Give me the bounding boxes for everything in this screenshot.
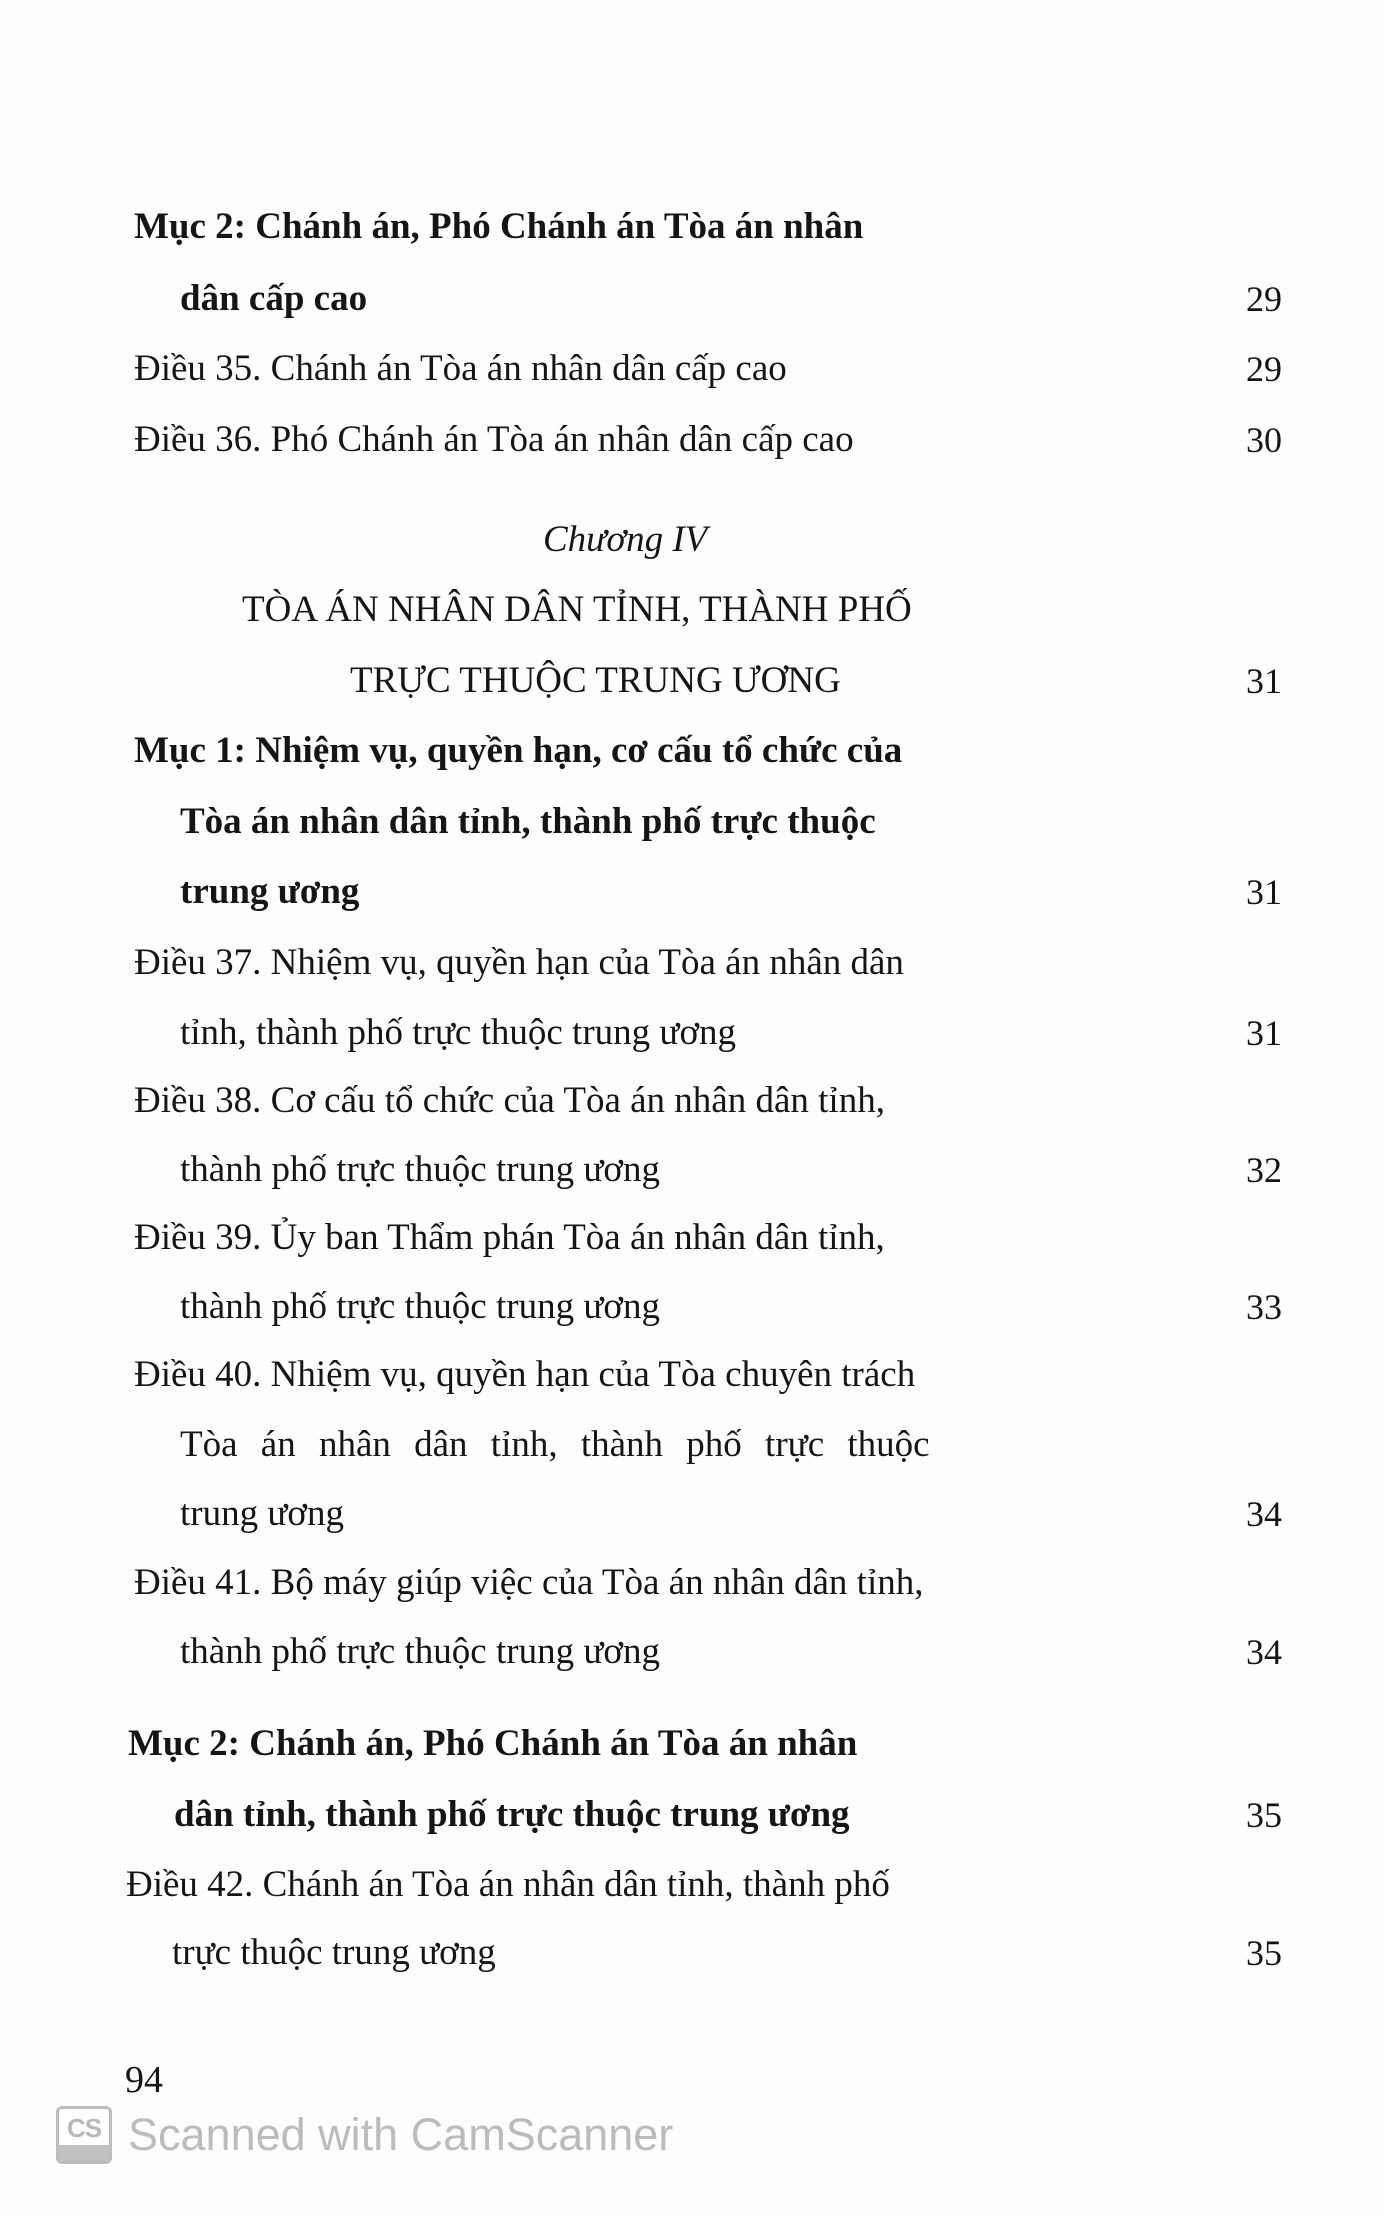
toc-page-number: 34 [1246, 1494, 1282, 1534]
toc-section-heading [0, 192, 1384, 262]
toc-page-number: 31 [1246, 661, 1282, 701]
toc-entry-text: Điều 41. Bộ máy giúp việc của Tòa án nhân dân tỉnh, [134, 1562, 924, 1603]
toc-page-number: 31 [1246, 872, 1282, 912]
toc-page-number: 34 [1246, 1632, 1282, 1672]
toc-entry-dieu-38-cont [0, 1135, 1384, 1205]
toc-section-heading-cont [0, 787, 1384, 857]
toc-entry-dieu-36 [0, 405, 1384, 475]
toc-page-number: 33 [1246, 1287, 1282, 1327]
chapter-title-cont [0, 646, 1384, 716]
toc-entry-text: dân cấp cao [180, 278, 368, 319]
toc-page-number: 30 [1246, 420, 1282, 460]
toc-entry-text: trung ương [180, 871, 360, 912]
toc-page-number: 29 [1246, 279, 1282, 319]
toc-entry-text: Điều 39. Ủy ban Thẩm phán Tòa án nhân dân tỉnh, [134, 1217, 885, 1258]
toc-entry-text: Điều 40. Nhiệm vụ, quyền hạn của Tòa chuyên trách [134, 1354, 916, 1395]
toc-entry-text: dân tỉnh, thành phố trực thuộc trung ương [174, 1794, 850, 1835]
toc-section-heading [0, 1709, 1384, 1779]
toc-section-heading [0, 716, 1384, 786]
toc-entry-text: thành phố trực thuộc trung ương [180, 1286, 660, 1327]
toc-entry-text: thành phố trực thuộc trung ương [180, 1149, 660, 1190]
camscanner-logo-icon [56, 2106, 112, 2164]
toc-entry-text: Điều 37. Nhiệm vụ, quyền hạn của Tòa án nhân dân [134, 942, 904, 983]
toc-section-heading-cont [0, 1780, 1384, 1850]
toc-entry-dieu-39-cont [0, 1272, 1384, 1342]
toc-page-number: 31 [1246, 1013, 1282, 1053]
camscanner-logo-letters: CS [66, 2113, 102, 2143]
toc-entry-dieu-37-cont [0, 998, 1384, 1068]
toc-entry-text: Điều 38. Cơ cấu tổ chức của Tòa án nhân dân tỉnh, [134, 1080, 885, 1121]
toc-entry-text: Điều 35. Chánh án Tòa án nhân dân cấp cao [134, 348, 787, 389]
toc-entry-text: Mục 2: Chánh án, Phó Chánh án Tòa án nhân [128, 1723, 858, 1764]
toc-section-heading-cont [0, 857, 1384, 927]
toc-entry-dieu-41 [0, 1548, 1384, 1618]
toc-entry-text: thành phố trực thuộc trung ương [180, 1631, 660, 1672]
toc-page-number: 35 [1246, 1795, 1282, 1835]
toc-entry-text: Điều 42. Chánh án Tòa án nhân dân tỉnh, thành phố [126, 1864, 890, 1905]
chapter-title-line-1: TÒA ÁN NHÂN DÂN TỈNH, THÀNH PHỐ [242, 589, 912, 630]
toc-entry-text: Mục 2: Chánh án, Phó Chánh án Tòa án nhân [134, 206, 864, 247]
chapter-title-line-2: TRỰC THUỘC TRUNG ƯƠNG [350, 660, 841, 701]
watermark-text: Scanned with CamScanner [128, 2109, 674, 2160]
toc-page-number: 35 [1246, 1933, 1282, 1973]
toc-entry-text: Điều 36. Phó Chánh án Tòa án nhân dân cấp cao [134, 419, 854, 460]
toc-entry-text: trực thuộc trung ương [172, 1932, 496, 1973]
camscanner-logo-bar [59, 2145, 109, 2161]
toc-section-heading-cont [0, 264, 1384, 334]
toc-entry-text: Tòa án nhân dân tỉnh, thành phố trực thuộc [180, 1424, 930, 1465]
toc-entry-dieu-35 [0, 334, 1384, 404]
page-number: 94 [125, 2059, 163, 2101]
toc-page-number: 32 [1246, 1150, 1282, 1190]
toc-entry-text: Tòa án nhân dân tỉnh, thành phố trực thuộc [180, 801, 876, 842]
toc-page-number: 29 [1246, 349, 1282, 389]
toc-entry-text: tỉnh, thành phố trực thuộc trung ương [180, 1012, 737, 1053]
chapter-label-text: Chương IV [543, 519, 708, 560]
toc-entry-dieu-40-cont [0, 1410, 1384, 1480]
toc-entry-text: Mục 1: Nhiệm vụ, quyền hạn, cơ cấu tổ chức của [134, 730, 903, 771]
toc-entry-dieu-40 [0, 1340, 1384, 1410]
toc-entry-dieu-42 [0, 1850, 1384, 1920]
toc-entry-dieu-39 [0, 1203, 1384, 1273]
camscanner-watermark [56, 2105, 673, 2165]
toc-entry-dieu-37 [0, 928, 1384, 998]
toc-entry-dieu-42-cont [0, 1918, 1384, 1988]
toc-entry-dieu-41-cont [0, 1617, 1384, 1687]
toc-entry-text: trung ương [180, 1493, 344, 1534]
toc-entry-dieu-40-cont [0, 1479, 1384, 1549]
toc-entry-dieu-38 [0, 1066, 1384, 1136]
